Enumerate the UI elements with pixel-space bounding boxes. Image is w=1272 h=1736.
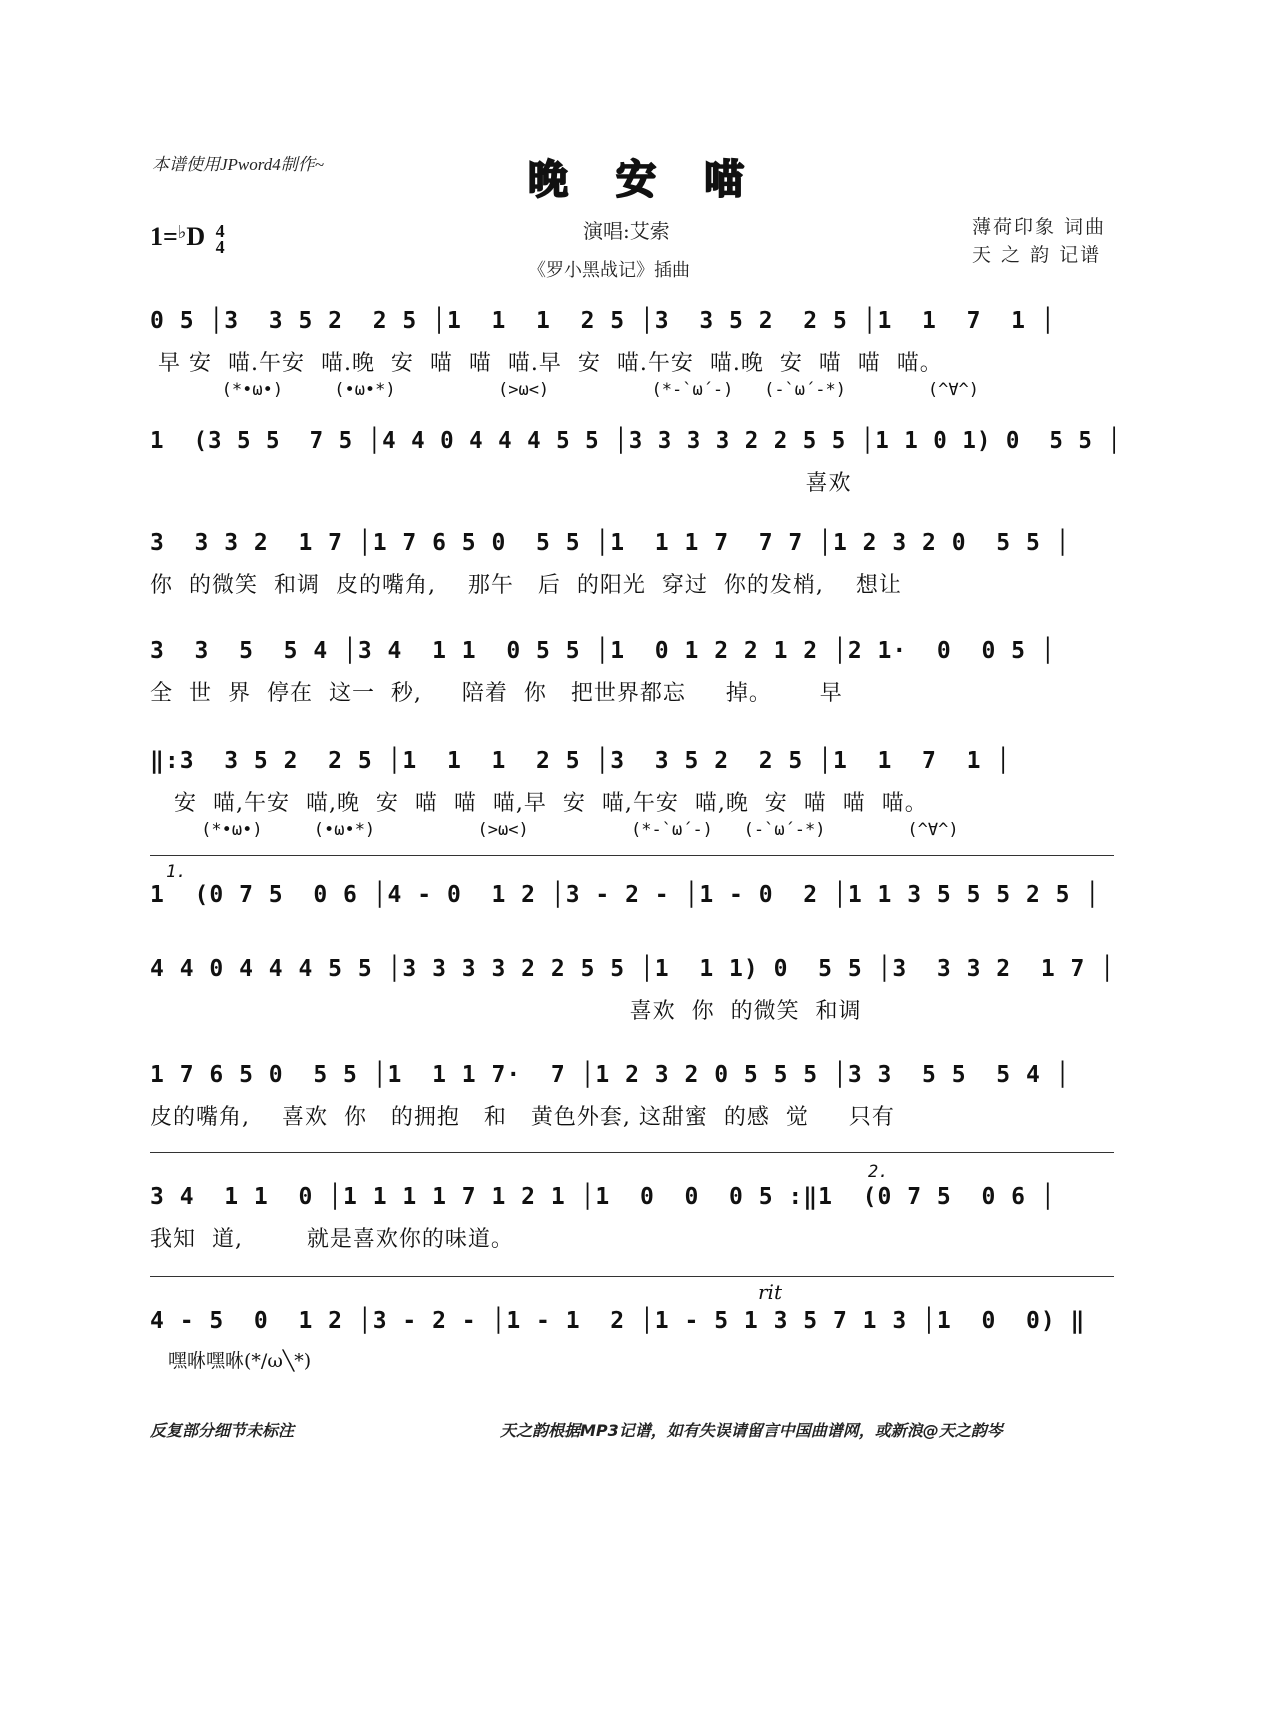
time-signature <box>215 221 225 258</box>
emote-line: 嘿咻嘿咻(*/ω╲*) <box>168 1350 312 1372</box>
notes-line: 3 4 1 1 0 │1 1 1 1 7 1 2 1 │1 0 0 0 5 :‖1 (0 7 5 0 6 │ <box>150 1184 1056 1210</box>
source-credit: 《罗小黑战记》插曲 <box>528 260 690 281</box>
notes-line: ‖:3 3 5 2 2 5 │1 1 1 2 5 │3 3 5 2 2 5 │1 1 7 1 │ <box>150 748 1012 774</box>
key-signature <box>150 221 225 258</box>
singer-credit: 演唱:艾索 <box>583 219 670 243</box>
key-prefix: 1= <box>150 222 178 251</box>
notation-credit: 天 之 韵 记谱 <box>972 244 1102 266</box>
meter-top: 4 <box>215 221 225 242</box>
software-note: 本谱使用JPword4制作~ <box>152 155 324 174</box>
key-letter: D <box>186 222 206 251</box>
notes-line: 4 - 5 0 1 2 │3 - 2 - │1 - 1 2 │1 - 5 1 3 5 7 1 3 │1 0 0) ‖ <box>150 1308 1086 1334</box>
notes-line: 3 3 5 5 4 │3 4 1 1 0 5 5 │1 0 1 2 2 1 2 │2 1· 0 0 5 │ <box>150 638 1056 664</box>
footer-right-note: 天之韵根据MP3记谱，如有失误请留言中国曲谱网，或新浪@天之韵岑 <box>500 1421 1003 1440</box>
volta-bracket <box>150 1152 1114 1153</box>
notes-line: 4 4 0 4 4 4 5 5 │3 3 3 3 2 2 5 5 │1 1 1) 0 5 5 │3 3 3 2 1 7 │ <box>150 956 1116 982</box>
lyrics-credit: 薄荷印象 词曲 <box>972 216 1107 238</box>
notes-line: 3 3 3 2 1 7 │1 7 6 5 0 5 5 │1 1 1 7 7 7 │1 2 3 2 0 5 5 │ <box>150 530 1071 556</box>
lyrics-line: 早 安 喵.午安 喵.晚 安 喵 喵 喵.早 安 喵.午安 喵.晚 安 喵 喵 喵。 <box>150 351 943 376</box>
lyrics-line: 喜欢 <box>150 471 852 496</box>
notes-line: 1 (3 5 5 7 5 │4 4 0 4 4 4 5 5 │3 3 3 3 2 2 5 5 │1 1 0 1) 0 5 5 │ <box>150 428 1122 454</box>
phrase-bracket <box>150 1276 1114 1277</box>
lyrics-line: 安 喵,午安 喵,晚 安 喵 喵 喵,早 安 喵,午安 喵,晚 安 喵 喵 喵。 <box>150 791 928 816</box>
flat-sign: ♭ <box>177 222 187 242</box>
emote-line: (*•ω•) (•ω•*) (>ω<) (*-`ω´-) (-`ω´-*) (^∀^) <box>150 380 980 400</box>
emote-line: (*•ω•) (•ω•*) (>ω<) (*-`ω´-) (-`ω´-*) (^∀^) <box>150 820 959 840</box>
notes-line: 1 (0 7 5 0 6 │4 - 0 1 2 │3 - 2 - │1 - 0 2 │1 1 3 5 5 5 2 5 │ <box>150 882 1101 908</box>
meter-bottom: 4 <box>215 237 225 258</box>
lyrics-line: 全 世 界 停在 这一 秒, 陪着 你 把世界都忘 掉。 早 <box>150 681 843 706</box>
lyrics-line: 喜欢 你 的微笑 和调 <box>150 999 862 1024</box>
notes-line: 1 7 6 5 0 5 5 │1 1 1 7· 7 │1 2 3 2 0 5 5 5 │3 3 5 5 5 4 │ <box>150 1062 1071 1088</box>
volta-1-label: 1. <box>166 862 187 882</box>
notes-line: 0 5 │3 3 5 2 2 5 │1 1 1 2 5 │3 3 5 2 2 5 │1 1 7 1 │ <box>150 308 1056 334</box>
lyrics-line: 皮的嘴角, 喜欢 你 的拥抱 和 黄色外套, 这甜蜜 的感 觉 只有 <box>150 1105 895 1130</box>
page-title: 晚安喵 <box>528 157 792 203</box>
footer-left-note: 反复部分细节未标注 <box>150 1421 295 1440</box>
volta-2-label: 2. <box>868 1162 889 1182</box>
volta-bracket <box>150 855 1114 856</box>
tempo-mark: rit <box>758 1280 782 1304</box>
lyrics-line: 你 的微笑 和调 皮的嘴角, 那午 后 的阳光 穿过 你的发梢, 想让 <box>150 573 902 598</box>
lyrics-line: 我知 道, 就是喜欢你的味道。 <box>150 1227 514 1252</box>
